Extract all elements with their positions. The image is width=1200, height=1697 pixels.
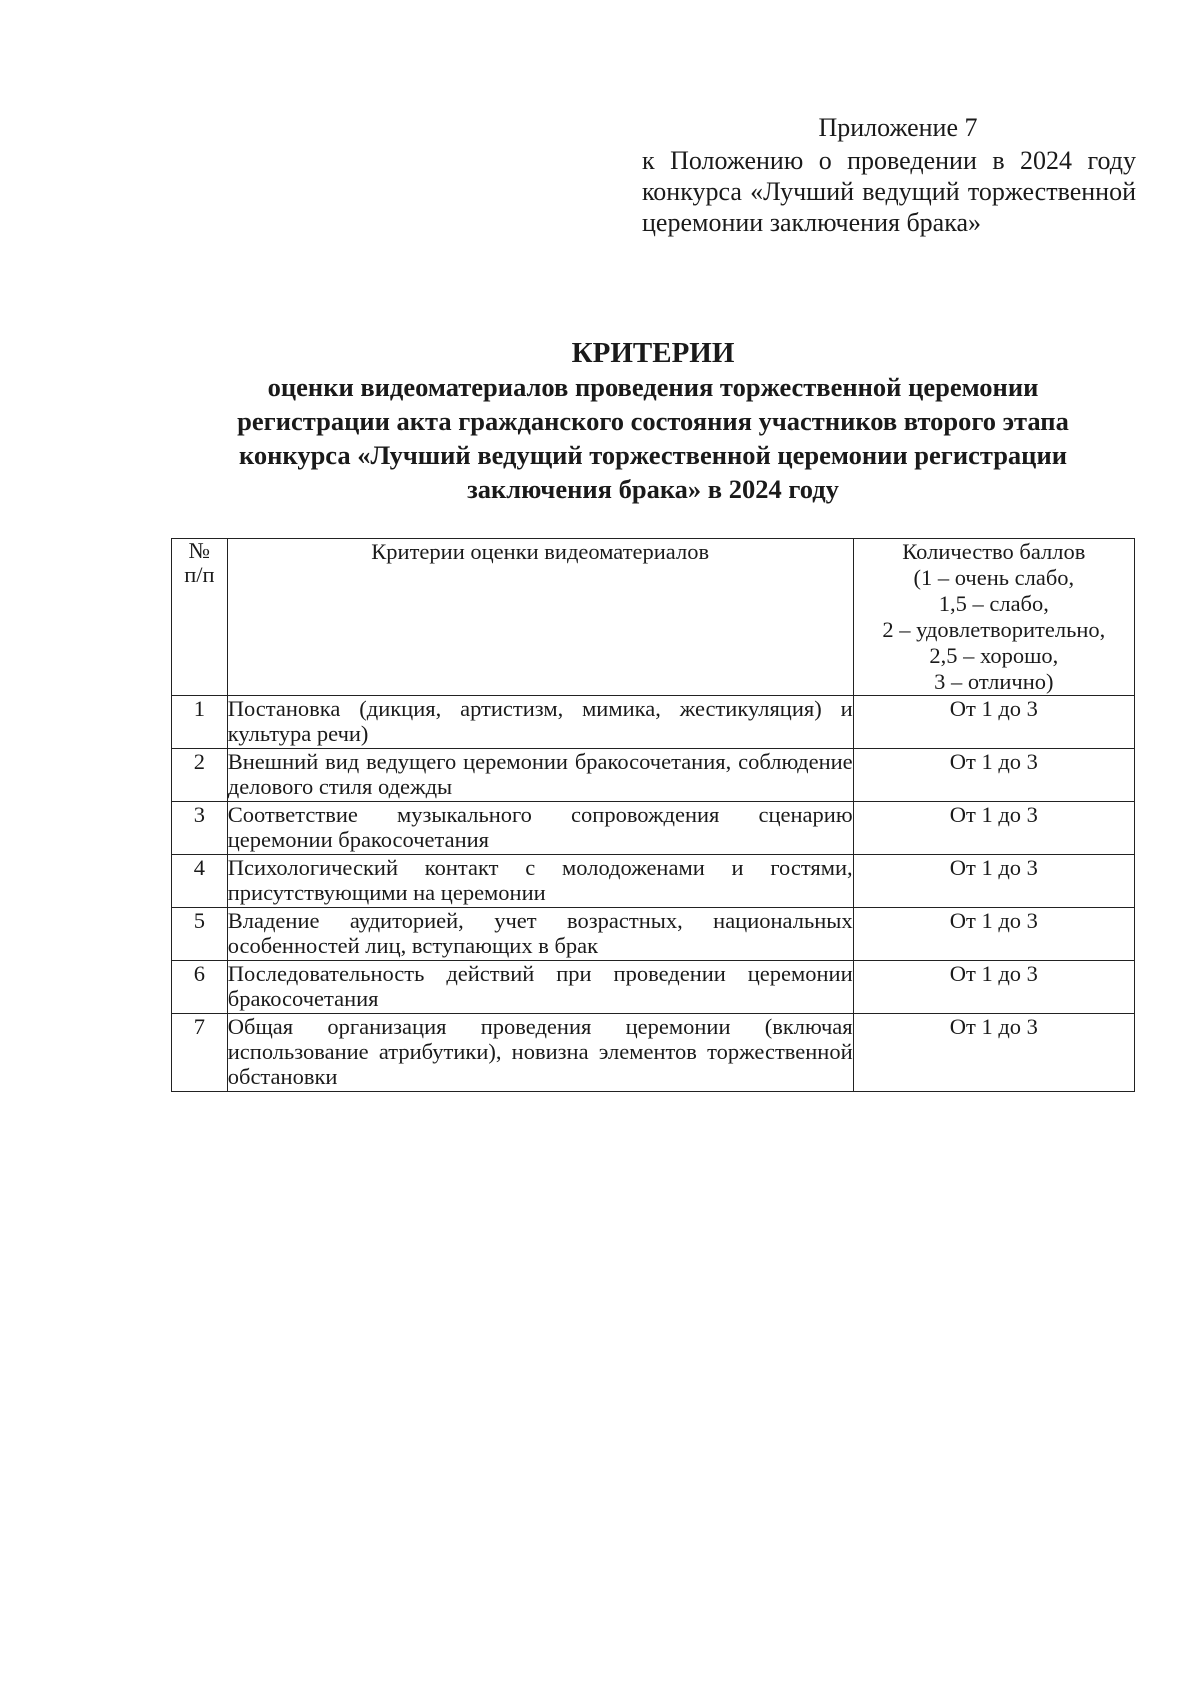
document-heading	[200, 336, 1106, 506]
row-score: От 1 до 3	[853, 855, 1134, 908]
document-title: КРИТЕРИИ	[571, 337, 735, 369]
row-score: От 1 до 3	[853, 749, 1134, 802]
row-number: 7	[172, 1014, 228, 1092]
row-score: От 1 до 3	[853, 961, 1134, 1014]
header-number	[172, 539, 228, 696]
document-subtitle: оценки видеоматериалов проведения торжественной церемонии регистрации акта гражданского состояния участников второго этапа конкурса «Лучший ведущий торжественной церемонии регистрации заключения брака» в 2024 году	[237, 372, 1069, 504]
row-number: 2	[172, 749, 228, 802]
row-criteria: Последовательность действий при проведении церемонии бракосочетания	[227, 961, 853, 1014]
row-criteria: Психологический контакт с молодоженами и гостями, присутствующими на церемонии	[227, 855, 853, 908]
row-criteria: Общая организация проведения церемонии (включая использование атрибутики), новизна элементов торжественной обстановки	[227, 1014, 853, 1092]
table-row	[172, 696, 1135, 749]
table-row	[172, 908, 1135, 961]
header-score-line: 1,5 – слабо,	[938, 591, 1049, 616]
table-row	[172, 1014, 1135, 1092]
header-score-line: 3 – отлично)	[934, 669, 1054, 694]
table-row	[172, 961, 1135, 1014]
row-number: 6	[172, 961, 228, 1014]
header-score-line: (1 – очень слабо,	[913, 565, 1075, 590]
row-score: От 1 до 3	[853, 802, 1134, 855]
appendix-block	[642, 112, 1136, 238]
header-score-line: 2 – удовлетворительно,	[882, 617, 1106, 642]
row-number: 1	[172, 696, 228, 749]
appendix-title: Приложение 7	[818, 113, 978, 142]
criteria-table	[171, 538, 1135, 1092]
header-number-symbol: №	[188, 538, 211, 563]
appendix-reference: к Положению о проведении в 2024 году конкурса «Лучший ведущий торжественной церемонии заключения брака»	[642, 146, 1136, 237]
row-criteria: Владение аудиторией, учет возрастных, национальных особенностей лиц, вступающих в брак	[227, 908, 853, 961]
table-row	[172, 855, 1135, 908]
row-number: 5	[172, 908, 228, 961]
row-score: От 1 до 3	[853, 1014, 1134, 1092]
table-header-row	[172, 539, 1135, 696]
table-row	[172, 749, 1135, 802]
row-number: 3	[172, 802, 228, 855]
header-score	[853, 539, 1134, 696]
header-score-line: 2,5 – хорошо,	[929, 643, 1059, 668]
row-number: 4	[172, 855, 228, 908]
header-number-abbr: п/п	[184, 562, 215, 587]
row-criteria: Внешний вид ведущего церемонии бракосочетания, соблюдение делового стиля одежды	[227, 749, 853, 802]
row-criteria: Постановка (дикция, артистизм, мимика, жестикуляция) и культура речи)	[227, 696, 853, 749]
row-score: От 1 до 3	[853, 696, 1134, 749]
table-row	[172, 802, 1135, 855]
row-criteria: Соответствие музыкального сопровождения сценарию церемонии бракосочетания	[227, 802, 853, 855]
header-criteria: Критерии оценки видеоматериалов	[227, 539, 853, 696]
row-score: От 1 до 3	[853, 908, 1134, 961]
header-score-line: Количество баллов	[902, 539, 1086, 564]
